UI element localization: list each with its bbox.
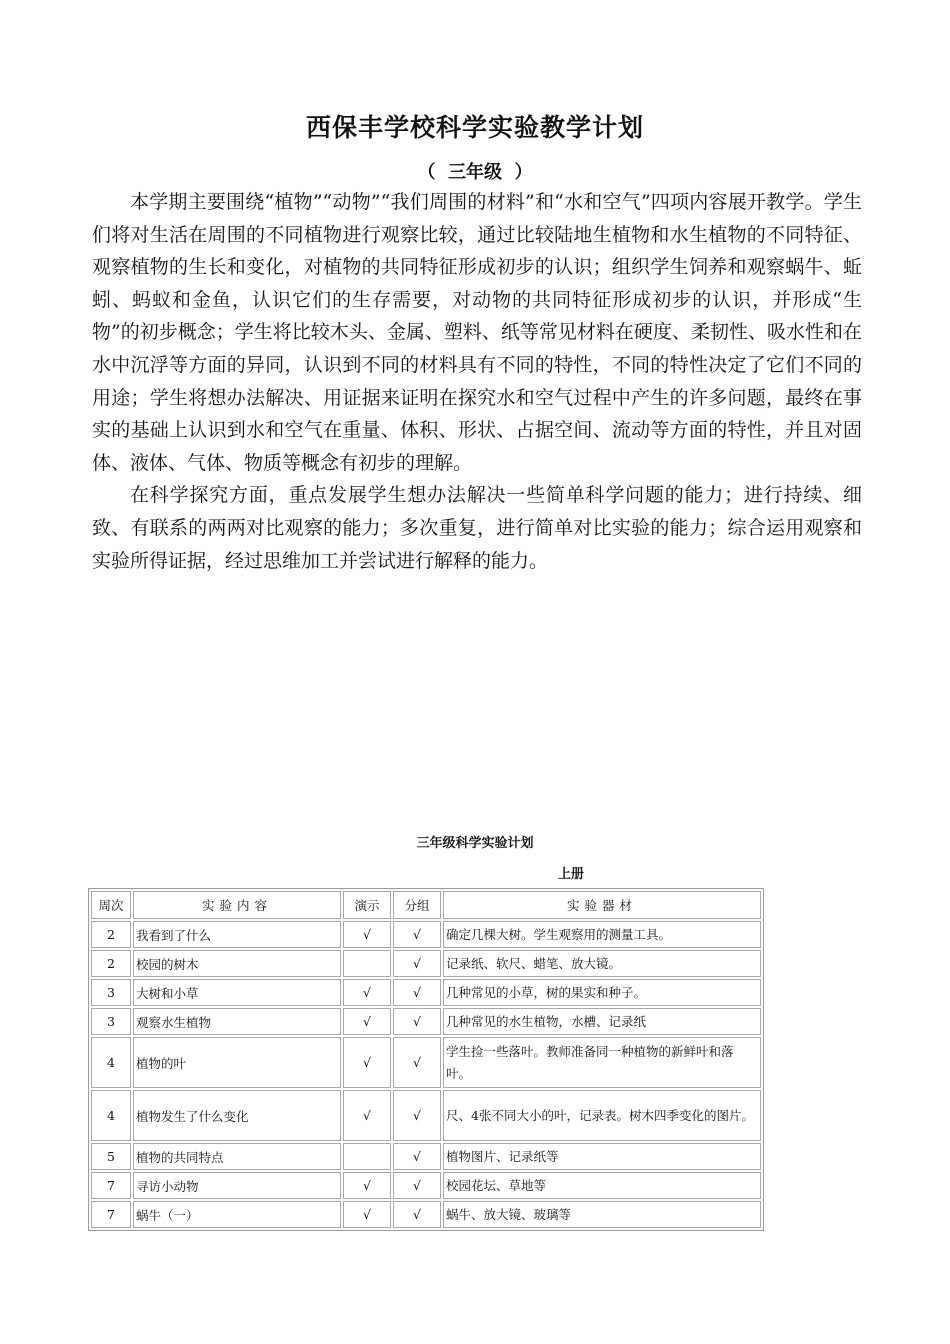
- table-row: [91, 979, 761, 1006]
- table-row: [91, 950, 761, 977]
- table-header-row: [91, 891, 761, 919]
- cell-materials: 蜗牛、放大镜、玻璃等: [443, 1201, 761, 1228]
- cell-materials: 记录纸、软尺、蜡笔、放大镜。: [443, 950, 761, 977]
- body-text: [92, 186, 862, 577]
- table-row: [91, 1008, 761, 1035]
- cell-materials: 校园花坛、草地等: [443, 1172, 761, 1199]
- table-title: 三年级科学实验计划: [416, 836, 534, 851]
- header-content: 实验内容: [133, 891, 341, 919]
- cell-content: 蜗牛（一）: [133, 1201, 341, 1228]
- cell-week: 4: [91, 1090, 131, 1141]
- cell-demo: √: [343, 1201, 391, 1228]
- cell-content: 寻访小动物: [133, 1172, 341, 1199]
- experiment-plan-table: [88, 888, 764, 1231]
- cell-week: 2: [91, 950, 131, 977]
- header-week: 周次: [91, 891, 131, 919]
- cell-group: √: [393, 1172, 441, 1199]
- cell-week: 7: [91, 1172, 131, 1199]
- cell-group: √: [393, 1143, 441, 1170]
- cell-group: √: [393, 1008, 441, 1035]
- table-row: [91, 1037, 761, 1088]
- header-group: 分组: [393, 891, 441, 919]
- volume-label: 上册: [558, 867, 585, 882]
- cell-demo: √: [343, 921, 391, 948]
- cell-group: √: [393, 1090, 441, 1141]
- cell-content: 大树和小草: [133, 979, 341, 1006]
- cell-week: 3: [91, 979, 131, 1006]
- cell-demo: √: [343, 1090, 391, 1141]
- cell-content: 我看到了什么: [133, 921, 341, 948]
- cell-demo: √: [343, 979, 391, 1006]
- cell-content: 校园的树木: [133, 950, 341, 977]
- table-row: [91, 1090, 761, 1141]
- cell-week: 7: [91, 1201, 131, 1228]
- cell-group: √: [393, 979, 441, 1006]
- cell-content: 植物的叶: [133, 1037, 341, 1088]
- cell-materials: 确定几棵大树。学生观察用的测量工具。: [443, 921, 761, 948]
- cell-week: 3: [91, 1008, 131, 1035]
- paragraph-intro: 本学期主要围绕“植物”“动物”“我们周围的材料”和“水和空气”四项内容展开教学。学生们将对生活在周围的不同植物进行观察比较，通过比较陆地生植物和水生植物的不同特征、观察植物的生长和变化，对植物的共同特征形成初步的认识；组织学生饲养和观察蜗牛、蚯蚓、蚂蚁和金鱼，认识它们的生存需要，对动物的共同特征形成初步的认识，并形成“生物”的初步概念；学生将比较木头、金属、塑料、纸等常见材料在硬度、柔韧性、吸水性和在水中沉浮等方面的异同，认识到不同的材料具有不同的特性，不同的特性决定了它们不同的用途；学生将想办法解决、用证据来证明在探究水和空气过程中产生的许多问题，最终在事实的基础上认识到水和空气在重量、体积、形状、占据空间、流动等方面的特性，并且对固体、液体、气体、物质等概念有初步的理解。: [92, 191, 862, 474]
- cell-demo: [343, 950, 391, 977]
- cell-content: 植物发生了什么变化: [133, 1090, 341, 1141]
- table-row: [91, 1143, 761, 1170]
- cell-week: 4: [91, 1037, 131, 1088]
- cell-week: 2: [91, 921, 131, 948]
- table-row: [91, 1172, 761, 1199]
- cell-group: √: [393, 1201, 441, 1228]
- table-row: [91, 1201, 761, 1228]
- cell-group: √: [393, 1037, 441, 1088]
- cell-materials: 植物图片、记录纸等: [443, 1143, 761, 1170]
- grade-label: （ 三年级 ）: [417, 162, 533, 183]
- table-row: [91, 921, 761, 948]
- cell-materials: 尺、4张不同大小的叶，记录表。树木四季变化的图片。: [443, 1090, 761, 1141]
- header-demo: 演示: [343, 891, 391, 919]
- cell-demo: [343, 1143, 391, 1170]
- cell-group: √: [393, 950, 441, 977]
- cell-materials: 几种常见的小草，树的果实和种子。: [443, 979, 761, 1006]
- cell-content: 观察水生植物: [133, 1008, 341, 1035]
- cell-demo: √: [343, 1172, 391, 1199]
- header-materials: 实验器材: [443, 891, 761, 919]
- cell-materials: 几种常见的水生植物，水槽、记录纸: [443, 1008, 761, 1035]
- paragraph-inquiry: 在科学探究方面，重点发展学生想办法解决一些简单科学问题的能力；进行持续、细致、有联系的两两对比观察的能力；多次重复，进行简单对比实验的能力；综合运用观察和实验所得证据，经过思维加工并尝试进行解释的能力。: [92, 484, 862, 572]
- cell-demo: √: [343, 1037, 391, 1088]
- cell-group: √: [393, 921, 441, 948]
- document-title: 西保丰学校科学实验教学计划: [305, 113, 644, 142]
- cell-week: 5: [91, 1143, 131, 1170]
- cell-demo: √: [343, 1008, 391, 1035]
- cell-materials: 学生捡一些落叶。教师准备同一种植物的新鲜叶和落叶。: [443, 1037, 761, 1088]
- cell-content: 植物的共同特点: [133, 1143, 341, 1170]
